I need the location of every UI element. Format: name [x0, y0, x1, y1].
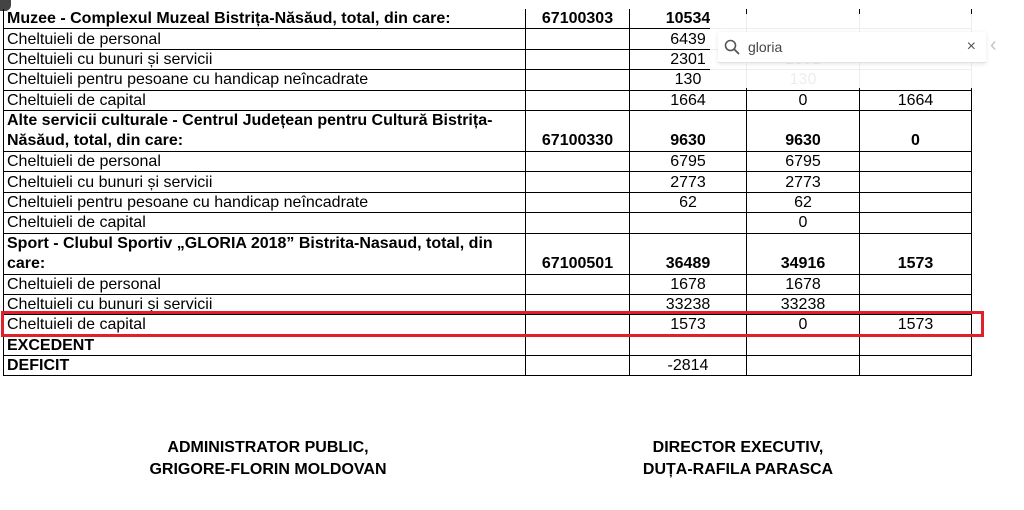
row-value-2: 2773: [747, 172, 860, 192]
row-value-1: 2301: [630, 49, 747, 69]
table-row: [4, 356, 972, 376]
row-value-2: 0: [747, 213, 860, 233]
table-row: [4, 274, 972, 294]
row-code: [526, 70, 630, 90]
signature-left-title: ADMINISTRATOR PUBLIC,: [167, 439, 369, 456]
row-code: 67100501: [526, 233, 630, 274]
signature-right-title: DIRECTOR EXECUTIV,: [652, 439, 824, 456]
row-code: [526, 335, 630, 355]
table-row: [4, 335, 972, 355]
row-code: [526, 356, 630, 376]
row-value-1: [630, 335, 747, 355]
signature-right-name: DUȚA-RAFILA PARASCA: [642, 461, 834, 478]
table-row: [4, 90, 972, 110]
row-code: [526, 192, 630, 212]
find-input[interactable]: [746, 38, 967, 56]
row-value-2: 62: [747, 192, 860, 212]
row-value-1: 1573: [630, 315, 747, 335]
row-code: 67100303: [526, 9, 630, 29]
highlight-box: [1, 311, 984, 337]
row-value-2: 34916: [747, 233, 860, 274]
row-code: [526, 172, 630, 192]
row-value-3: [860, 274, 972, 294]
row-value-2: 1678: [747, 274, 860, 294]
row-value-3: 0: [860, 110, 972, 151]
row-value-3: 1573: [860, 233, 972, 274]
row-value-2: 0: [747, 315, 860, 335]
row-label: EXCEDENT: [4, 335, 526, 355]
row-value-3: [860, 192, 972, 212]
row-label: DEFICIT: [4, 356, 526, 376]
row-label: Cheltuieli de capital: [4, 315, 526, 335]
find-box[interactable]: [718, 32, 986, 63]
search-icon: [724, 39, 740, 55]
row-label: Cheltuieli de personal: [4, 151, 526, 171]
row-code: [526, 49, 630, 69]
table-row: [4, 213, 972, 233]
row-label: Cheltuieli cu bunuri și servicii: [4, 172, 526, 192]
row-value-1: 1678: [630, 274, 747, 294]
chevron-left-icon[interactable]: ‹: [990, 34, 997, 56]
row-value-1: 9630: [630, 110, 747, 151]
row-value-2: 9630: [747, 110, 860, 151]
table-row: [4, 233, 972, 274]
row-value-2: 33238: [747, 294, 860, 314]
row-label: Muzee - Complexul Muzeal Bistrița-Năsăud, total, din care:: [4, 9, 526, 29]
row-value-3: [860, 335, 972, 355]
signature-left: [118, 437, 418, 481]
row-value-2: 0: [747, 90, 860, 110]
row-value-3: [860, 213, 972, 233]
row-value-3: [860, 172, 972, 192]
row-value-3: [860, 356, 972, 376]
close-icon[interactable]: ×: [966, 38, 976, 55]
row-code: 67100330: [526, 110, 630, 151]
row-value-1: 6795: [630, 151, 747, 171]
row-value-1: 33238: [630, 294, 747, 314]
row-code: [526, 213, 630, 233]
table-row: [4, 110, 972, 151]
row-label: Cheltuieli de capital: [4, 90, 526, 110]
row-label: Cheltuieli pentru pesoane cu handicap neîncadrate: [4, 192, 526, 212]
row-value-3: 1573: [860, 315, 972, 335]
row-value-1: 130: [630, 70, 747, 90]
table-row: [4, 192, 972, 212]
row-label: Alte servicii culturale - Centrul Județean pentru Cultură Bistrița-Năsăud, total, din care:: [4, 110, 526, 151]
row-label: Cheltuieli de personal: [4, 29, 526, 49]
row-value-2: 6795: [747, 151, 860, 171]
row-code: [526, 274, 630, 294]
row-value-1: 62: [630, 192, 747, 212]
row-value-2: [747, 356, 860, 376]
row-value-2: [747, 335, 860, 355]
row-label: Sport - Clubul Sportiv „GLORIA 2018” Bistrita-Nasaud, total, din care:: [4, 233, 526, 274]
row-label: Cheltuieli pentru pesoane cu handicap neîncadrate: [4, 70, 526, 90]
find-bar: [710, 14, 1024, 88]
row-label: Cheltuieli cu bunuri și servicii: [4, 49, 526, 69]
row-value-1: [630, 213, 747, 233]
row-label: Cheltuieli de capital: [4, 213, 526, 233]
row-value-1: 1664: [630, 90, 747, 110]
table-row: [4, 172, 972, 192]
row-code: [526, 90, 630, 110]
row-value-1: 36489: [630, 233, 747, 274]
row-code: [526, 29, 630, 49]
signature-left-name: GRIGORE-FLORIN MOLDOVAN: [149, 461, 387, 478]
row-value-3: 1664: [860, 90, 972, 110]
row-value-3: [860, 151, 972, 171]
row-value-1: 10534: [630, 9, 747, 29]
row-value-1: -2814: [630, 356, 747, 376]
signature-right: [588, 437, 888, 481]
row-value-1: 2773: [630, 172, 747, 192]
row-value-1: 6439: [630, 29, 747, 49]
row-code: [526, 151, 630, 171]
row-label: Cheltuieli cu bunuri și servicii: [4, 294, 526, 314]
row-label: Cheltuieli de personal: [4, 274, 526, 294]
table-row: [4, 151, 972, 171]
